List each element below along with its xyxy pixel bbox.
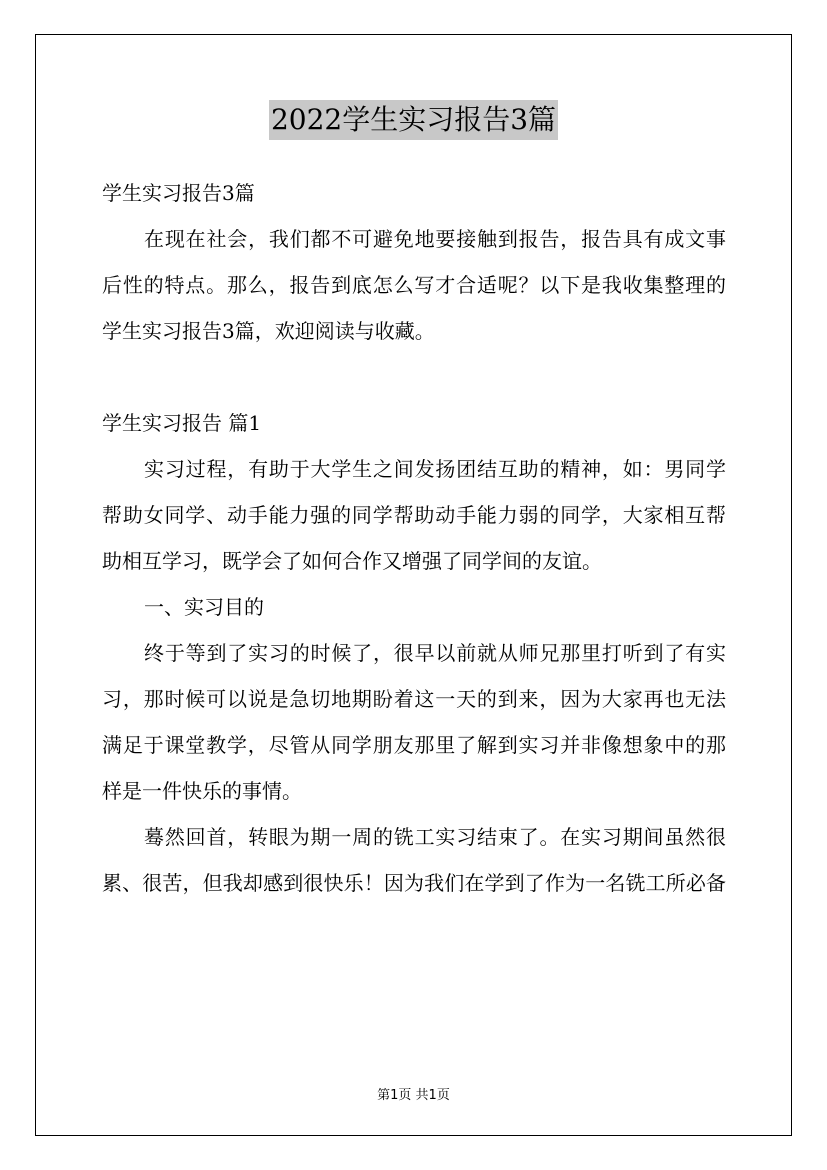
document-body [102, 170, 726, 906]
document-title: 2022学生实习报告3篇 [269, 100, 558, 140]
section-heading: 学生实习报告3篇 [102, 181, 255, 205]
paragraph-line: 累、很苦，但我却感到很快乐！因为我们在学到了作为一名铣工所必备 [102, 871, 726, 895]
blank-line [102, 354, 726, 400]
paragraph-line: 帮助女同学、动手能力强的同学帮助动手能力弱的同学，大家相互帮 [102, 503, 726, 527]
section-heading: 学生实习报告 篇1 [102, 411, 262, 435]
paragraph-line: 后性的特点。那么，报告到底怎么写才合适呢？以下是我收集整理的 [102, 273, 726, 297]
paragraph-line: 终于等到了实习的时候了，很早以前就从师兄那里打听到了有实 [144, 641, 726, 665]
page-footer: 第1页 共1页 [377, 1088, 450, 1103]
paragraph-line: 助相互学习，既学会了如何合作又增强了同学间的友谊。 [102, 549, 602, 573]
paragraph-line: 在现在社会，我们都不可避免地要接触到报告，报告具有成文事 [144, 227, 726, 251]
paragraph-line: 习，那时候可以说是急切地期盼着这一天的到来，因为大家再也无法 [102, 687, 726, 711]
subheading: 一、实习目的 [144, 595, 264, 619]
paragraph-line: 蓦然回首，转眼为期一周的铣工实习结束了。在实习期间虽然很 [144, 825, 726, 849]
paragraph-line: 样是一件快乐的事情。 [102, 779, 302, 803]
paragraph-line: 满足于课堂教学，尽管从同学朋友那里了解到实习并非像想象中的那 [102, 733, 726, 757]
paragraph-line: 学生实习报告3篇，欢迎阅读与收藏。 [102, 319, 435, 343]
title-container [0, 100, 827, 140]
paragraph-line: 实习过程，有助于大学生之间发扬团结互助的精神，如：男同学 [144, 457, 726, 481]
